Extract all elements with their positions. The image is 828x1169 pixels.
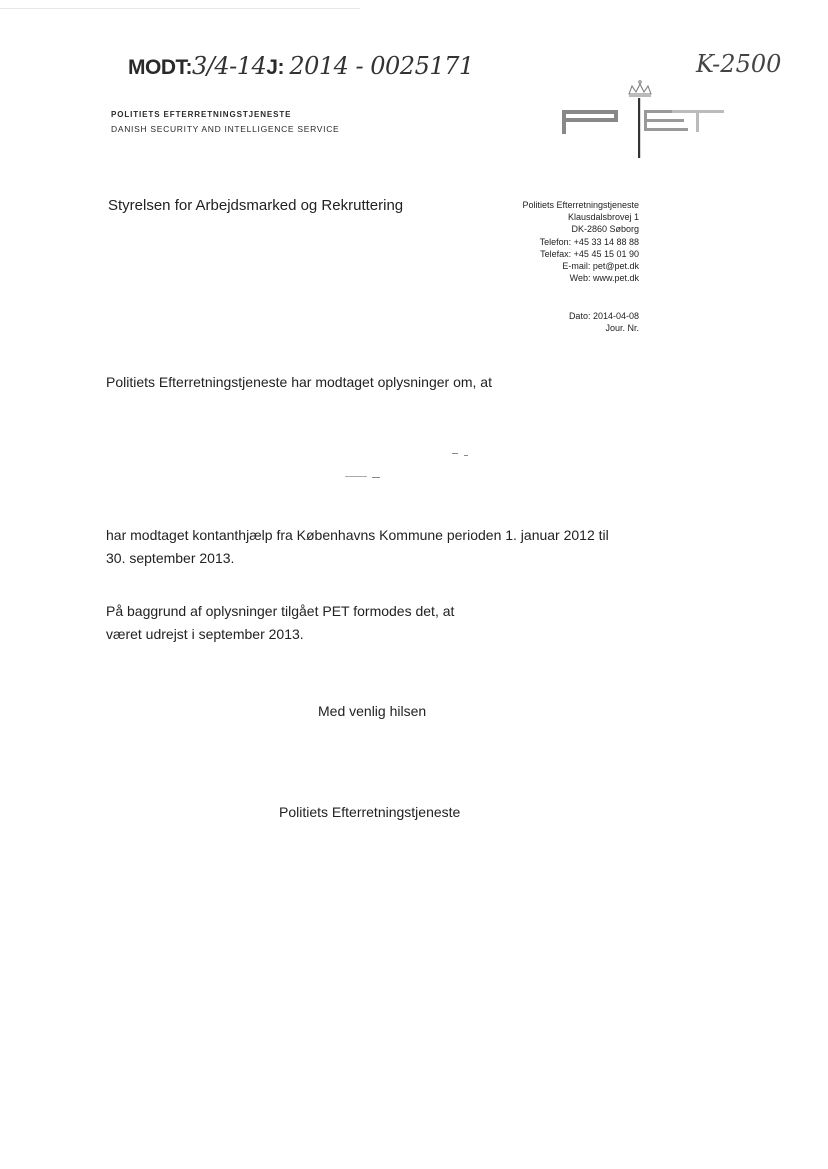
scan-speck	[452, 453, 458, 454]
closing-greeting: Med venlig hilsen	[318, 703, 427, 719]
body-paragraph-3	[106, 600, 454, 646]
stamp-handwritten-date: 3/4-14	[192, 52, 267, 80]
sender-address-line: DK-2860 Søborg	[571, 224, 639, 235]
sender-address-line: Klausdalsbrovej 1	[567, 212, 639, 223]
stamp-handwritten-case: 2014 - 0025171	[289, 52, 474, 80]
stamp-case-prefix: J:	[266, 56, 284, 79]
body-line: har modtaget kontanthjælp fra Københavns Kommune perioden 1. januar 2012 til	[106, 527, 609, 543]
scan-speck	[372, 477, 380, 478]
stamp-label: MODT:	[128, 56, 192, 79]
pet-logo	[560, 80, 730, 160]
body-line: været udrejst i september 2013.	[106, 626, 304, 642]
sender-fax: Telefax: +45 45 15 01 90	[540, 248, 639, 259]
body-paragraph-2	[106, 524, 609, 570]
letter-date: Dato: 2014-04-08	[568, 311, 639, 321]
org-name-danish: POLITIETS EFTERRETNINGSTJENESTE	[111, 110, 292, 119]
org-name-english: DANISH SECURITY AND INTELLIGENCE SERVICE	[111, 124, 340, 134]
body-line: På baggrund af oplysninger tilgået PET formodes det, at	[106, 603, 455, 619]
sender-address-block	[522, 199, 639, 284]
body-line: 30. september 2013.	[106, 550, 235, 566]
sender-web: Web: www.pet.dk	[569, 273, 639, 284]
scan-speck	[464, 455, 468, 456]
body-paragraph-1: Politiets Efterretningstjeneste har modtaget oplysninger om, at	[106, 374, 492, 390]
date-block	[569, 310, 639, 334]
crown-icon	[629, 81, 651, 96]
journal-number: Jour. Nr.	[605, 323, 639, 333]
sender-phone: Telefon: +45 33 14 88 88	[539, 236, 639, 247]
recipient-name: Styrelsen for Arbejdsmarked og Rekruttering	[108, 197, 404, 214]
handwritten-note: K-2500	[696, 50, 782, 78]
received-stamp	[128, 52, 474, 80]
sender-address-line: Politiets Efterretningstjeneste	[522, 200, 639, 210]
scan-speck	[345, 476, 367, 477]
closing-signature: Politiets Efterretningstjeneste	[279, 804, 461, 820]
pet-logo-graphic	[560, 80, 730, 160]
scan-edge-line	[0, 8, 360, 9]
sender-email: E-mail: pet@pet.dk	[562, 261, 639, 272]
